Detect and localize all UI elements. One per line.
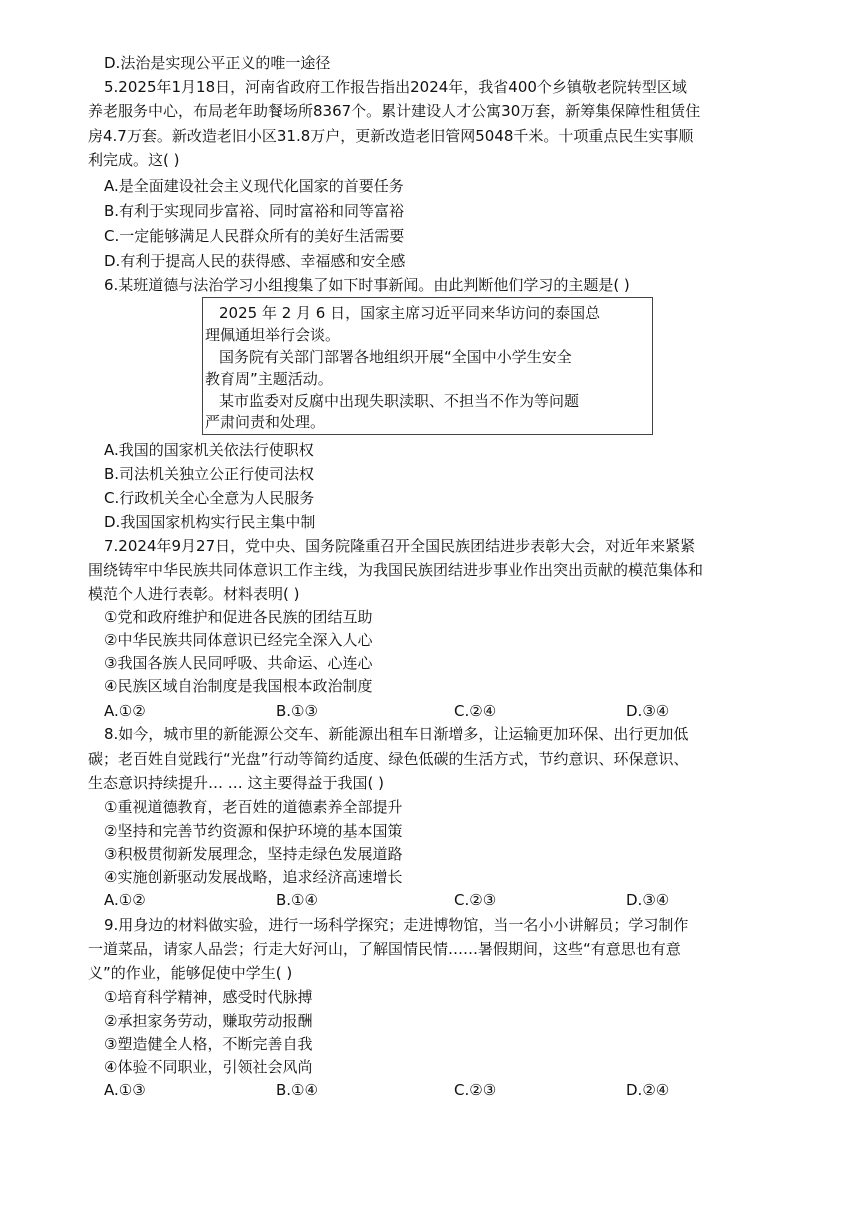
q5-stem-line2: 养老服务中心，布局老年助餐场所8367个。累计建设人才公寓30万套，新筹集保障性租赁住 [88, 102, 701, 120]
q8-stem-line3: 生态意识持续提升… … 这主要得益于我国( ) [88, 774, 385, 792]
q6-option-c: C.行政机关全心全意为人民服务 [104, 489, 315, 507]
q8-option-c: C.②③ [454, 891, 497, 909]
q5-option-d: D.有利于提高人民的获得感、幸福感和安全感 [104, 252, 406, 270]
q9-option-c: C.②③ [454, 1081, 497, 1099]
q9-option-a: A.①③ [104, 1081, 146, 1099]
news-item-1-line2: 理佩通坦举行会谈。 [205, 326, 341, 344]
q8-statement-2: ②坚持和完善节约资源和保护环境的基本国策 [104, 822, 403, 840]
q7-stem-line3: 模范个人进行表彰。材料表明( ) [88, 585, 300, 603]
q8-option-a: A.①② [104, 891, 146, 909]
news-item-3-line2: 严肃问责和处理。 [205, 413, 326, 431]
q8-stem-line2: 碳；老百姓自觉践行“光盘”行动等简约适度、绿色低碳的生活方式，节约意识、环保意识、 [88, 750, 689, 768]
q9-statement-2: ②承担家务劳动，赚取劳动报酬 [104, 1012, 313, 1030]
q5-stem-line3: 房4.7万套。新改造老旧小区31.8万户，更新改造老旧管网5048千米。十项重点民生实事顺 [88, 127, 694, 145]
q8-stem-line1: 8.如今，城市里的新能源公交车、新能源出租车日渐增多，让运输更加环保、出行更加低 [104, 725, 689, 743]
q7-statement-4: ④民族区域自治制度是我国根本政治制度 [104, 677, 373, 695]
q5-stem-line4: 利完成。这( ) [88, 151, 180, 169]
q8-option-b: B.①④ [276, 891, 318, 909]
q5-option-b: B.有利于实现同步富裕、同时富裕和同等富裕 [104, 202, 405, 220]
q6-stem: 6.某班道德与法治学习小组搜集了如下时事新闻。由此判断他们学习的主题是( ) [104, 276, 630, 294]
q7-statement-2: ②中华民族共同体意识已经完全深入人心 [104, 631, 373, 649]
q9-stem-line1: 9.用身边的材料做实验，进行一场科学探究；走进博物馆，当一名小小讲解员；学习制作 [104, 916, 689, 934]
q5-option-a: A.是全面建设社会主义现代化国家的首要任务 [104, 177, 404, 195]
news-box [202, 297, 653, 435]
news-item-3-line1: 某市监委对反腐中出现失职渎职、不担当不作为等问题 [219, 392, 580, 410]
q9-statement-4: ④体验不同职业，引领社会风尚 [104, 1058, 313, 1076]
q7-option-a: A.①② [104, 702, 146, 720]
q8-statement-1: ①重视道德教育，老百姓的道德素养全部提升 [104, 798, 403, 816]
q6-option-a: A.我国的国家机关依法行使职权 [104, 441, 314, 459]
q5-option-c: C.一定能够满足人民群众所有的美好生活需要 [104, 227, 405, 245]
q9-statement-1: ①培育科学精神，感受时代脉搏 [104, 988, 313, 1006]
q6-option-d: D.我国国家机构实行民主集中制 [104, 513, 316, 531]
q5-stem-line1: 5.2025年1月18日，河南省政府工作报告指出2024年，我省400个乡镇敬老院转型区域 [104, 78, 687, 96]
q8-option-d: D.③④ [626, 891, 670, 909]
news-item-1-line1: 2025 年 2 月 6 日，国家主席习近平同来华访问的泰国总 [219, 304, 601, 322]
q8-statement-3: ③积极贯彻新发展理念，坚持走绿色发展道路 [104, 845, 403, 863]
q7-option-d: D.③④ [626, 702, 670, 720]
q7-statement-1: ①党和政府维护和促进各民族的团结互助 [104, 608, 373, 626]
q4-option-d: D.法治是实现公平正义的唯一途径 [104, 54, 331, 72]
q9-statement-3: ③塑造健全人格，不断完善自我 [104, 1035, 313, 1053]
q7-stem-line2: 围绕铸牢中华民族共同体意识工作主线，为我国民族团结进步事业作出突出贡献的模范集体和 [88, 561, 704, 579]
q8-statement-4: ④实施创新驱动发展战略，追求经济高速增长 [104, 868, 403, 886]
q9-stem-line3: 义”的作业，能够促使中学生( ) [88, 964, 293, 982]
q7-stem-line1: 7.2024年9月27日，党中央、国务院隆重召开全国民族团结进步表彰大会，对近年来紧紧 [104, 537, 696, 555]
news-item-2-line2: 教育周”主题活动。 [205, 370, 333, 388]
q9-option-b: B.①④ [276, 1081, 318, 1099]
q9-option-d: D.②④ [626, 1081, 670, 1099]
q6-option-b: B.司法机关独立公正行使司法权 [104, 465, 315, 483]
news-item-2-line1: 国务院有关部门部署各地组织开展“全国中小学生安全 [219, 348, 572, 366]
q7-option-c: C.②④ [454, 702, 497, 720]
q7-option-b: B.①③ [276, 702, 318, 720]
q7-statement-3: ③我国各族人民同呼吸、共命运、心连心 [104, 654, 373, 672]
q9-stem-line2: 一道菜品，请家人品尝；行走大好河山，了解国情民情……暑假期间，这些“有意思也有意 [88, 940, 681, 958]
